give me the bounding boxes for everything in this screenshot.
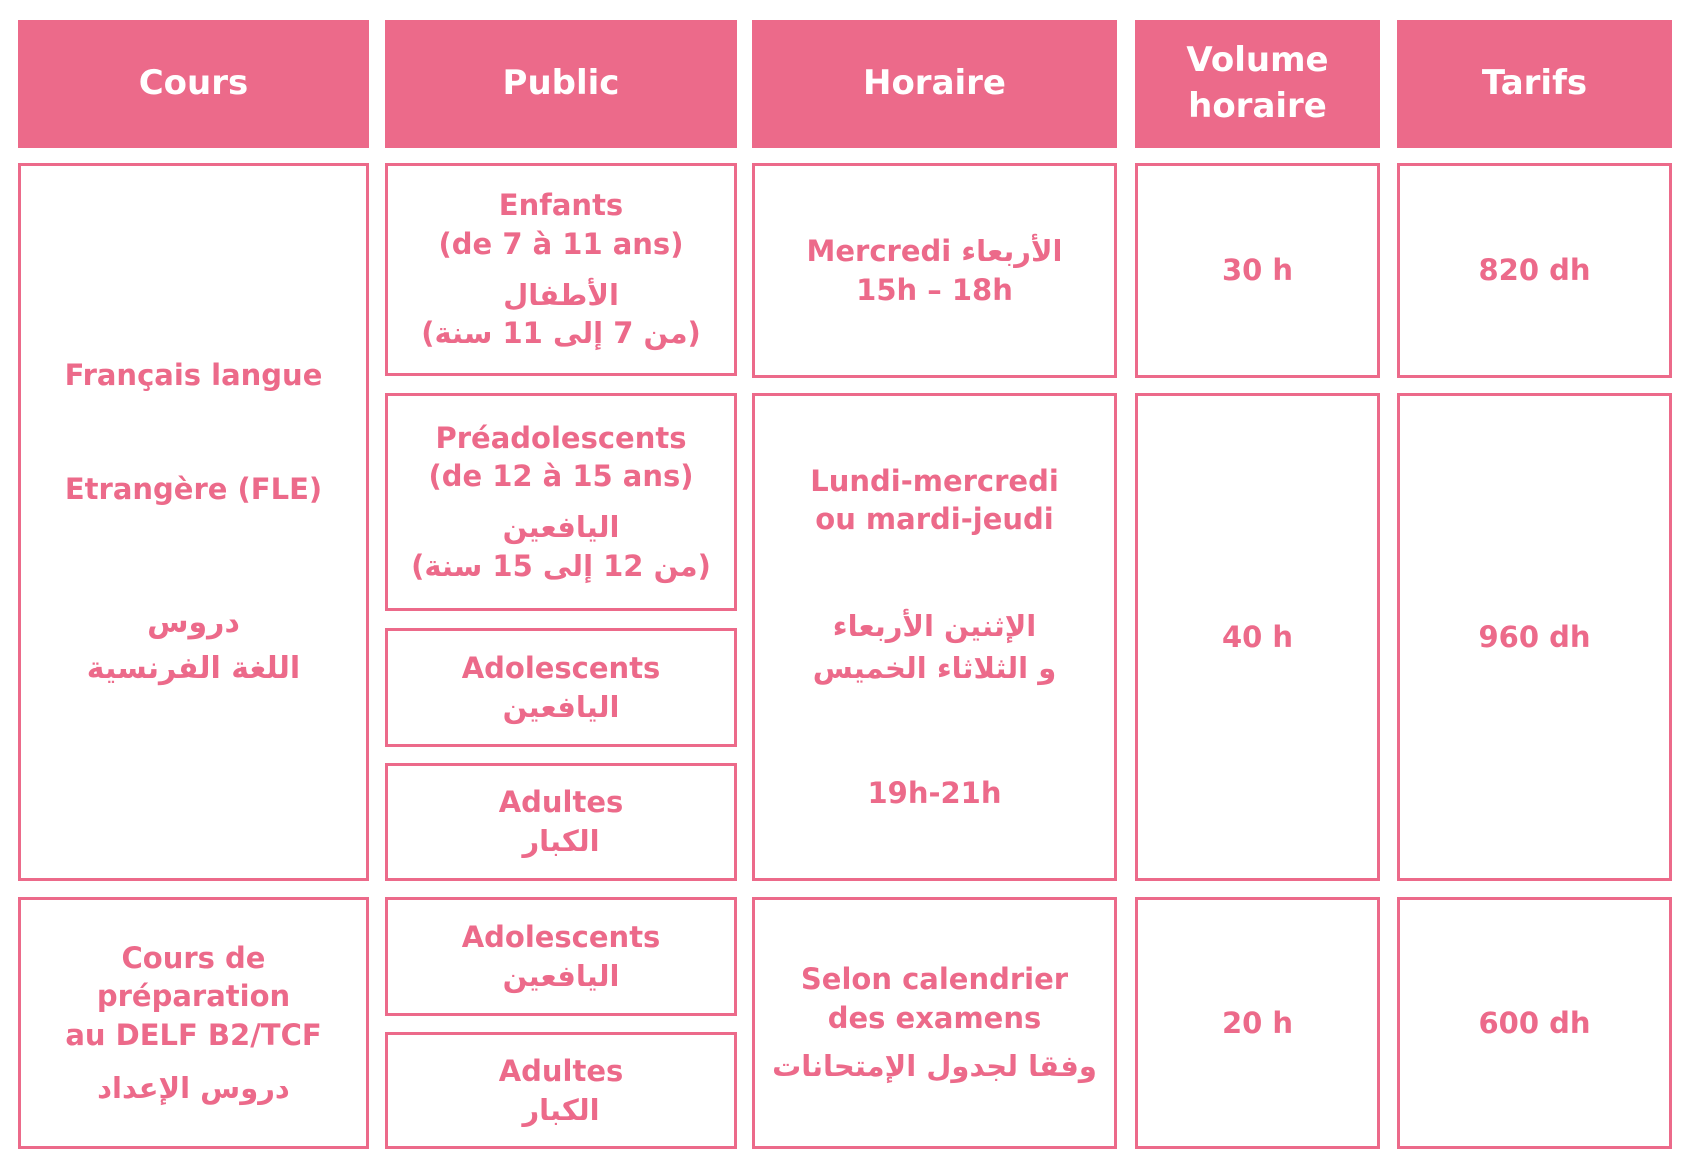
cours-fle-line2: Etrangère (FLE) [64, 472, 323, 507]
enfants-fr-line1: Enfants [498, 188, 624, 223]
cell-public-adolescents [385, 628, 737, 747]
cell-delf-tarif [1397, 897, 1672, 1149]
cours-fle-line1: Français langue [64, 357, 323, 392]
horaire-group-ar-line1: الإثنين الأربعاء [832, 608, 1037, 643]
header-horaire [752, 20, 1117, 148]
delf-horaire-ar: وفقا لجدول الإمتحانات [772, 1049, 1097, 1084]
header-public-label: Public [502, 63, 620, 104]
horaire-group-ar-line2: و الثلاثاء الخميس [812, 651, 1057, 686]
adolescents-fr: Adolescents [461, 650, 661, 685]
cell-volume-group [1135, 393, 1380, 881]
cours-fle-ar-line1: دروس [147, 604, 240, 640]
cell-delf-volume [1135, 897, 1380, 1149]
horaire-group-line1: Lundi-mercredi [810, 463, 1059, 498]
cell-volume-enfants [1135, 163, 1380, 378]
adultes-ar: الكبار [522, 824, 600, 858]
delf-volume-value: 20 h [1221, 1005, 1294, 1040]
cell-public-adultes [385, 763, 737, 881]
header-public [385, 20, 737, 148]
delf-adolescents-ar: اليافعين [502, 958, 620, 993]
cell-cours-fle [18, 163, 369, 881]
tarif-group-value: 960 dh [1478, 619, 1591, 654]
header-cours [18, 20, 369, 148]
cell-horaire-group [752, 393, 1117, 881]
delf-adultes-fr: Adultes [498, 1053, 624, 1088]
volume-enfants-value: 30 h [1221, 253, 1294, 288]
cell-delf-adultes [385, 1032, 737, 1149]
delf-adolescents-fr: Adolescents [461, 919, 661, 954]
header-tarifs-label: Tarifs [1481, 63, 1588, 104]
cell-horaire-enfants [752, 163, 1117, 378]
cell-tarif-group [1397, 393, 1672, 881]
adultes-fr: Adultes [498, 785, 624, 820]
header-cours-label: Cours [138, 63, 249, 104]
preados-ar-line1: اليافعين [502, 510, 620, 544]
cours-delf-line2: au DELF B2/TCF [65, 1018, 322, 1052]
cell-tarif-enfants [1397, 163, 1672, 378]
delf-horaire-line2: des examens [827, 1000, 1042, 1035]
adolescents-ar: اليافعين [502, 689, 620, 724]
horaire-group-time: 19h-21h [867, 775, 1002, 810]
cell-public-preadolescents [385, 393, 737, 611]
header-volume-horaire [1135, 20, 1380, 148]
cours-delf-line1: Cours de préparation [96, 940, 291, 1014]
enfants-ar-line2: (من 7 إلى 11 سنة) [421, 316, 701, 351]
cell-cours-delf [18, 897, 369, 1149]
header-volume-line1: Volume [1186, 40, 1329, 81]
header-horaire-label: Horaire [862, 63, 1006, 104]
horaire-enfants-line1: Mercredi الأربعاء [806, 233, 1063, 268]
tarif-enfants-value: 820 dh [1478, 253, 1591, 288]
header-volume-line2: horaire [1188, 86, 1327, 126]
preados-fr-line1: Préadolescents [435, 420, 687, 455]
enfants-ar-line1: الأطفال [503, 277, 619, 312]
cell-public-enfants [385, 163, 737, 376]
header-tarifs [1397, 20, 1672, 148]
cours-delf-ar: دروس الإعداد [97, 1070, 290, 1105]
volume-group-value: 40 h [1221, 619, 1294, 654]
delf-tarif-value: 600 dh [1478, 1005, 1591, 1040]
cell-delf-adolescents [385, 897, 737, 1016]
delf-adultes-ar: الكبار [522, 1092, 600, 1127]
enfants-fr-line2: (de 7 à 11 ans) [438, 226, 684, 261]
preados-fr-line2: (de 12 à 15 ans) [428, 459, 694, 494]
delf-horaire-line1: Selon calendrier [800, 962, 1069, 997]
horaire-group-line2: ou mardi-jeudi [815, 502, 1054, 537]
preados-ar-line2: (من 12 إلى 15 سنة) [411, 548, 711, 583]
horaire-enfants-line2: 15h – 18h [856, 272, 1013, 307]
cell-delf-horaire [752, 897, 1117, 1149]
cours-fle-ar-line2: اللغة الفرنسية [86, 650, 301, 686]
